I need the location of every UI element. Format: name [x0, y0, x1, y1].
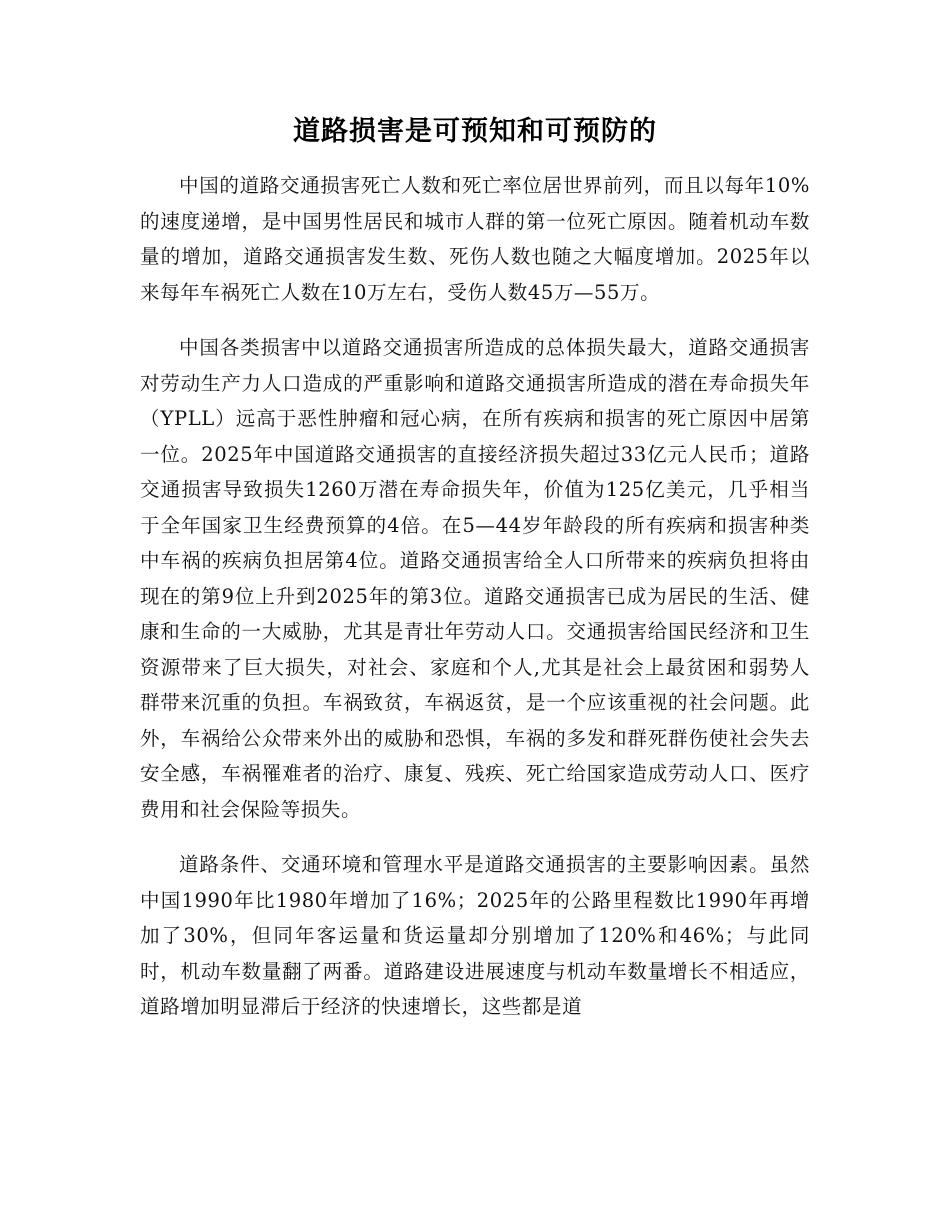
document-title: 道路损害是可预知和可预防的	[293, 116, 657, 147]
paragraph-3: 道路条件、交通环境和管理水平是道路交通损害的主要影响因素。虽然中国1990年比1980年增加了16%；2025年的公路里程数比1990年再增加了30%，但同年客运量和货运量却分别增加了120%和46%；与此同时，机动车数量翻了两番。道路建设进展速度与机动车数量增长不相适应，道路增加明显滞后于经济的快速增长，这些都是道	[140, 853, 810, 1018]
paragraph-1: 中国的道路交通损害死亡人数和死亡率位居世界前列，而且以每年10%的速度递增，是中国男性居民和城市人群的第一位死亡原因。随着机动车数量的增加，道路交通损害发生数、死伤人数也随之大幅度增加。2025年以来每年车祸死亡人数在10万左右，受伤人数45万—55万。	[140, 174, 810, 304]
paragraph-2: 中国各类损害中以道路交通损害所造成的总体损失最大，道路交通损害对劳动生产力人口造成的严重影响和道路交通损害所造成的潜在寿命损失年（YPLL）远高于恶性肿瘤和冠心病，在所有疾病和损害的死亡原因中居第一位。2025年中国道路交通损害的直接经济损失超过33亿元人民币；道路交通损害导致损失1260万潜在寿命损失年，价值为125亿美元，几乎相当于全年国家卫生经费预算的4倍。在5—44岁年龄段的所有疾病和损害种类中车祸的疾病负担居第4位。道路交通损害给全人口所带来的疾病负担将由现在的第9位上升到2025年的第3位。道路交通损害已成为居民的生活、健康和生命的一大威胁，尤其是青壮年劳动人口。交通损害给国民经济和卫生资源带来了巨大损失，对社会、家庭和个人,尤其是社会上最贫困和弱势人群带来沉重的负担。车祸致贫，车祸返贫，是一个应该重视的社会问题。此外，车祸给公众带来外出的威胁和恐惧，车祸的多发和群死群伤使社会失去安全感，车祸罹难者的治疗、康复、残疾、死亡给国家造成劳动人口、医疗费用和社会保险等损失。	[140, 336, 810, 821]
